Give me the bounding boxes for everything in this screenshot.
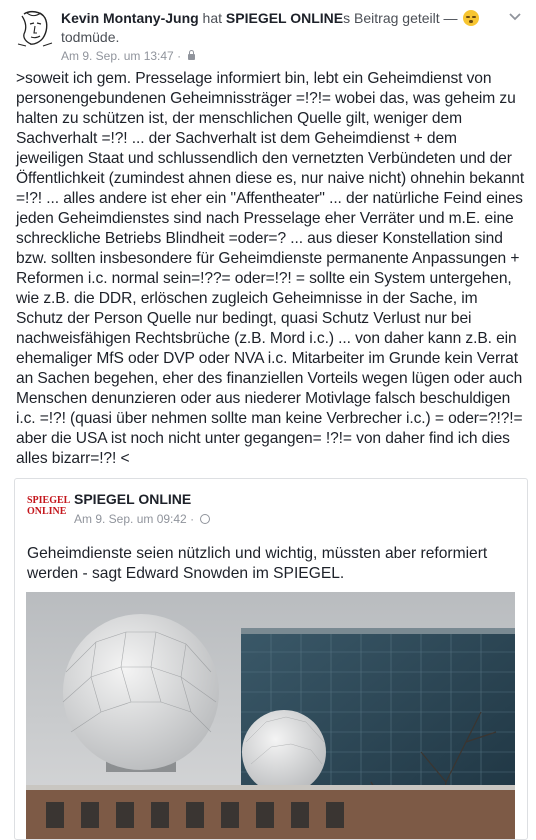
shared-page-link[interactable]: SPIEGEL ONLINE	[225, 10, 344, 26]
sketch-face-avatar-icon	[14, 8, 54, 48]
radome-building-photo	[26, 592, 515, 840]
logo-line1: SPIEGEL	[27, 495, 71, 506]
shared-source-name[interactable]: SPIEGEL ONLINE	[74, 491, 192, 507]
post-header	[61, 9, 491, 47]
post-timestamp[interactable]: Am 9. Sep. um 13:47	[61, 49, 174, 63]
post-meta: Am 9. Sep. um 13:47 ·	[61, 49, 195, 63]
sleepy-face-icon	[463, 10, 479, 26]
shared-meta: Am 9. Sep. um 09:42 ·	[74, 512, 210, 526]
post-text: >soweit ich gem. Presselage informiert bin, lebt ein Geheimdienst von personengebundenen Geheimnissträger =!?!= wobei das, was geheim zu halten zu schützen ist, der menschlichen Quelle gilt, weniger dem Sachverhalt =!?! ... der Sachverhalt ist dem Geheimdienst + dem jeweiligen Staat und schlussendlich den vernetzten Verbündeten und der Öffentlichkeit (zumindest ahnen diese es, nur naive nicht) ohnehin bekannt =!?! ... alles andere ist eher ein "Affentheater" ... der natürliche Feind eines jeden Geheimdienstes sind nach Presselage eher Verräter und m.E. eine schreckliche Betriebs Blindheit =oder=? ... aus dieser Konstellation sind bzw. sollten insbesondere für Geheimdienste permanente Anpassungen + Reformen i.c. normal sein=!??= oder=!?! = sollte ein System untergehen, wie z.B. die DDR, erlöschen zugleich Geheimnisse in der Sache, im Schutz der Person Quelle nur bedingt, quasi Schutz Verlust nur bei nachweisfähigen Rechtsbrüche (z.B. Mord i.c.) ... von daher kann z.B. ein ehemaliger MfS oder DVP oder NVA i.c. Mitarbeiter im Grunde kein Verrat an Sachen begehen, eher des finanziellen Vorteils wegen lügen oder auch Menschen denunzieren oder aus niederer Motivlage falsch beschuldigen i.c. =!?! (quasi über nehmen sollte man keine Verbrecher i.c.) = oder=?!?!= aber die USA ist noch nicht unter gegangen= !?!= von daher find ich dies alles bizarr=!?! <	[16, 70, 525, 467]
spiegel-logo[interactable]	[27, 495, 71, 521]
article-photo[interactable]	[26, 592, 515, 840]
shared-snippet: Geheimdienste seien nützlich und wichtig, müssten aber reformiert werden - sagt Edward Snowden im SPIEGEL.	[27, 545, 488, 582]
shared-word: hat	[198, 10, 226, 26]
feeling-text: todmüde.	[61, 29, 120, 45]
author-avatar[interactable]	[14, 8, 54, 48]
chevron-down-icon[interactable]	[508, 10, 522, 24]
globe-icon	[200, 514, 210, 524]
author-name[interactable]: Kevin Montany-Jung	[61, 10, 199, 26]
logo-line2: ONLINE	[27, 506, 67, 517]
lock-icon[interactable]	[188, 54, 195, 60]
shared-timestamp[interactable]: Am 9. Sep. um 09:42	[74, 512, 187, 526]
shared-suffix: s Beitrag geteilt —	[343, 10, 462, 26]
shared-post-card[interactable]	[14, 478, 528, 840]
